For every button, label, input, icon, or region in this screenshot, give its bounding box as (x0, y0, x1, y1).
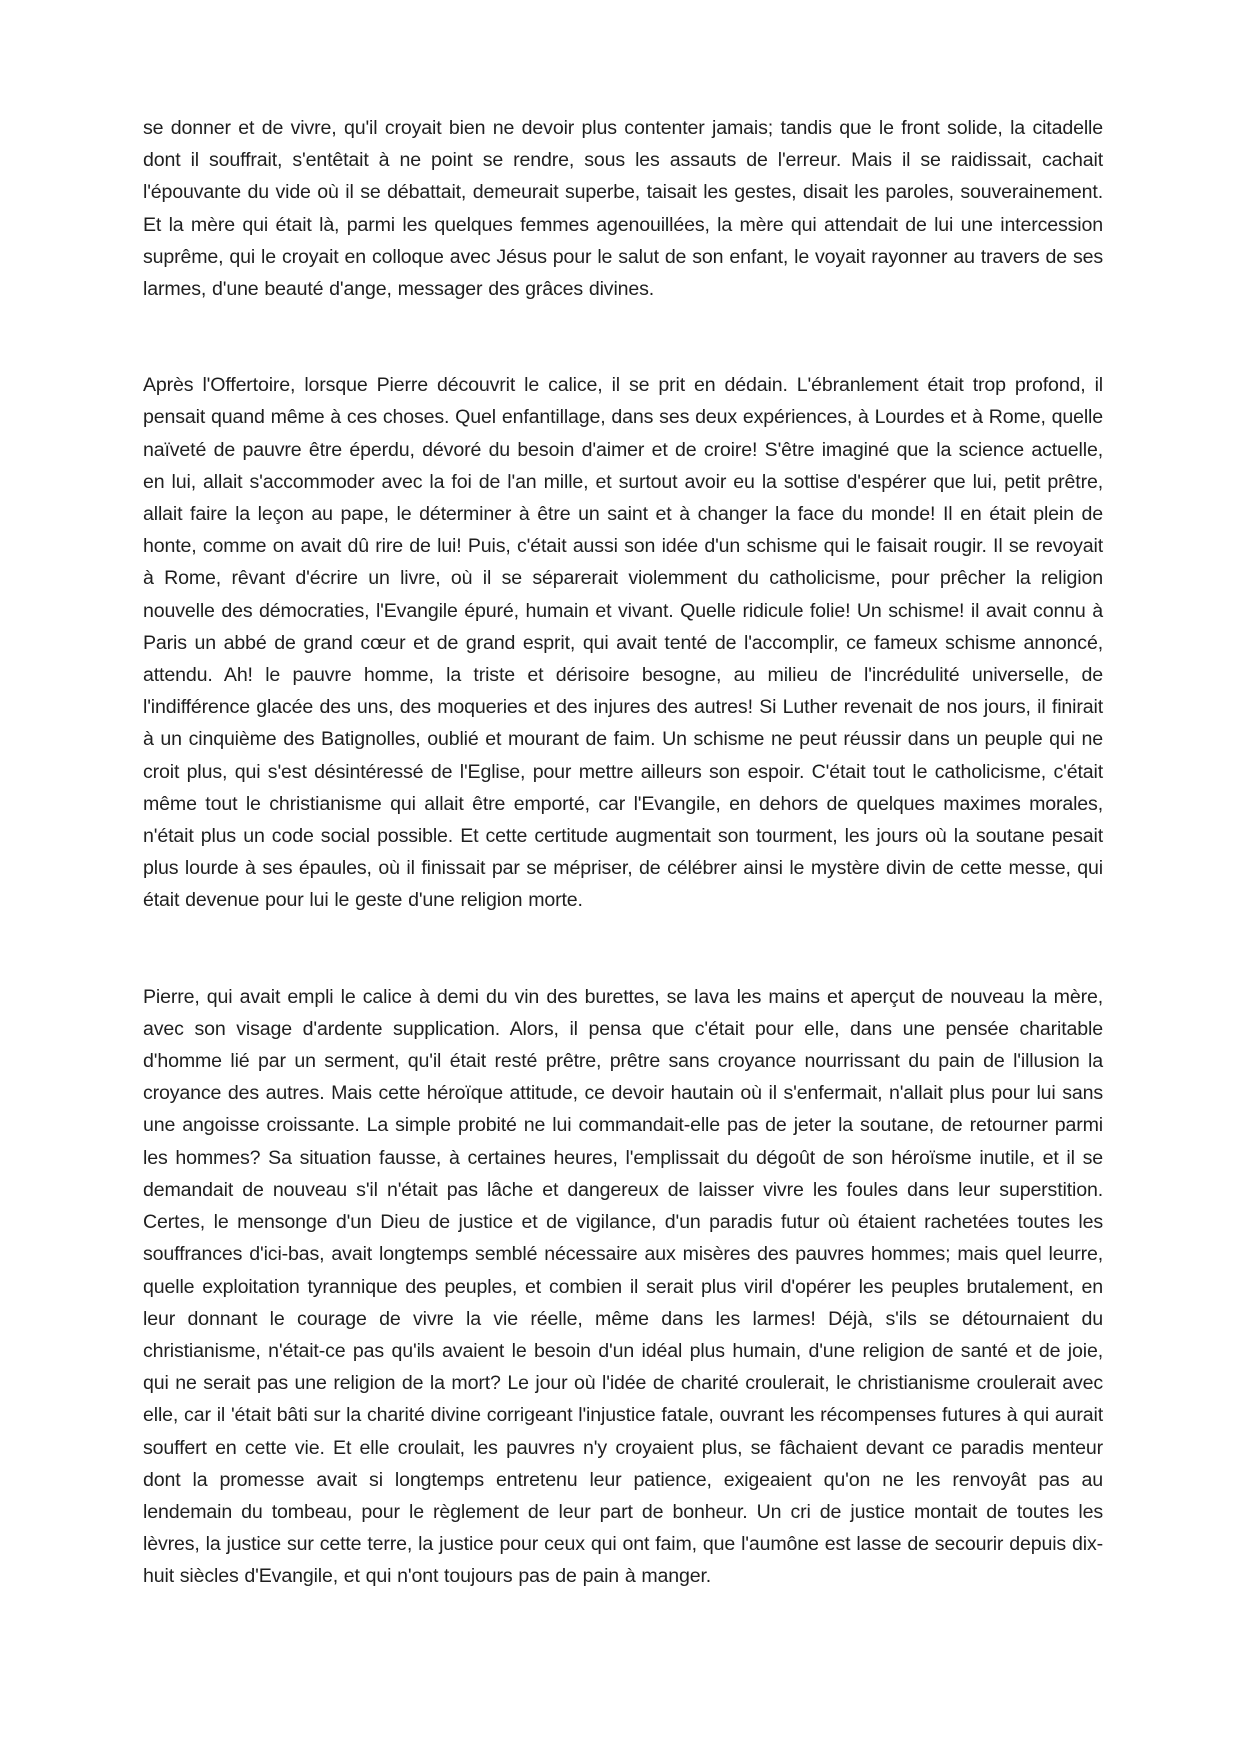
paragraph-3: Pierre, qui avait empli le calice à demi du vin des burettes, se lava les mains et aperçut de nouveau la mère, avec son visage d'ardente supplication. Alors, il pensa que c'était pour elle, dans une pensée charitable d'homme lié par un serment, qu'il était resté prêtre, prêtre sans croyance nourrissant du pain de l'illusion la croyance des autres. Mais cette héroïque attitude, ce devoir hautain où il s'enfermait, n'allait plus pour lui sans une angoisse croissante. La simple probité ne lui commandait-elle pas de jeter la soutane, de retourner parmi les hommes? Sa situation fausse, à certaines heures, l'emplissait du dégoût de son héroïsme inutile, et il se demandait de nouveau s'il n'était pas lâche et dangereux de laisser vivre les foules dans leur superstition. Certes, le mensonge d'un Dieu de justice et de vigilance, d'un paradis futur où étaient rachetées toutes les souffrances d'ici-bas, avait longtemps semblé nécessaire aux misères des pauvres hommes; mais quel leurre, quelle exploitation tyrannique des peuples, et combien il serait plus viril d'opérer les peuples brutalement, en leur donnant le courage de vivre la vie réelle, même dans les larmes! Déjà, s'ils se détournaient du christianisme, n'était-ce pas qu'ils avaient le besoin d'un idéal plus humain, d'une religion de santé et de joie, qui ne serait pas une religion de la mort? Le jour où l'idée de charité croulerait, le christianisme croulerait avec elle, car il 'était bâti sur la charité divine corrigeant l'injustice fatale, ouvrant les récompenses futures à qui aurait souffert en cette vie. Et elle croulait, les pauvres n'y croyaient plus, se fâchaient devant ce paradis menteur dont la promesse avait si longtemps entretenu leur patience, exigeaient qu'on ne les renvoyât pas au lendemain du tombeau, pour le règlement de leur part de bonheur. Un cri de justice montait de toutes les lèvres, la justice sur cette terre, la justice pour ceux qui ont faim, que l'aumône est lasse de secourir depuis dix-huit siècles d'Evangile, et qui n'ont toujours pas de pain à manger. (143, 985, 1103, 1588)
paragraph-2: Après l'Offertoire, lorsque Pierre découvrit le calice, il se prit en dédain. L'ébranlement était trop profond, il pensait quand même à ces choses. Quel enfantillage, dans ses deux expériences, à Lourdes et à Rome, quelle naïveté de pauvre être éperdu, dévoré du besoin d'aimer et de croire! S'être imaginé que la science actuelle, en lui, allait s'accommoder avec la foi de l'an mille, et surtout avoir eu la sottise d'espérer que lui, petit prêtre, allait faire la leçon au pape, le déterminer à être un saint et à changer la face du monde! Il en était plein de honte, comme on avait dû rire de lui! Puis, c'était aussi son idée d'un schisme qui le faisait rougir. Il se revoyait à Rome, rêvant d'écrire un livre, où il se séparerait violemment du catholicisme, pour prêcher la religion nouvelle des démocraties, l'Evangile épuré, humain et vivant. Quelle ridicule folie! Un schisme! il avait connu à Paris un abbé de grand cœur et de grand esprit, qui avait tenté de l'accomplir, ce fameux schisme annoncé, attendu. Ah! le pauvre homme, la triste et dérisoire besogne, au milieu de l'incrédulité universelle, de l'indifférence glacée des uns, des moqueries et des injures des autres! Si Luther revenait de nos jours, il finirait à un cinquième des Batignolles, oublié et mourant de faim. Un schisme ne peut réussir dans un peuple qui ne croit plus, qui s'est désintéressé de l'Eglise, pour mettre ailleurs son espoir. C'était tout le catholicisme, c'était même tout le christianisme qui allait être emporté, car l'Evangile, en dehors de quelques maximes morales, n'était plus un code social possible. Et cette certitude augmentait son tourment, les jours où la soutane pesait plus lourde à ses épaules, où il finissait par se mépriser, de célébrer ainsi le mystère divin de cette messe, qui était devenue pour lui le geste d'une religion morte. (143, 374, 1103, 912)
paragraph-1: se donner et de vivre, qu'il croyait bien ne devoir plus contenter jamais; tandis que le front solide, la citadelle dont il souffrait, s'entêtait à ne point se rendre, sous les assauts de l'erreur. Mais il se raidissait, cachait l'épouvante du vide où il se débattait, demeurait superbe, taisait les gestes, disait les paroles, souverainement. Et la mère qui était là, parmi les quelques femmes agenouillées, la mère qui attendait de lui une intercession suprême, qui le croyait en colloque avec Jésus pour le salut de son enfant, le voyait rayonner au travers de ses larmes, d'une beauté d'ange, messager des grâces divines. (143, 117, 1103, 301)
body-text (143, 112, 1103, 1593)
